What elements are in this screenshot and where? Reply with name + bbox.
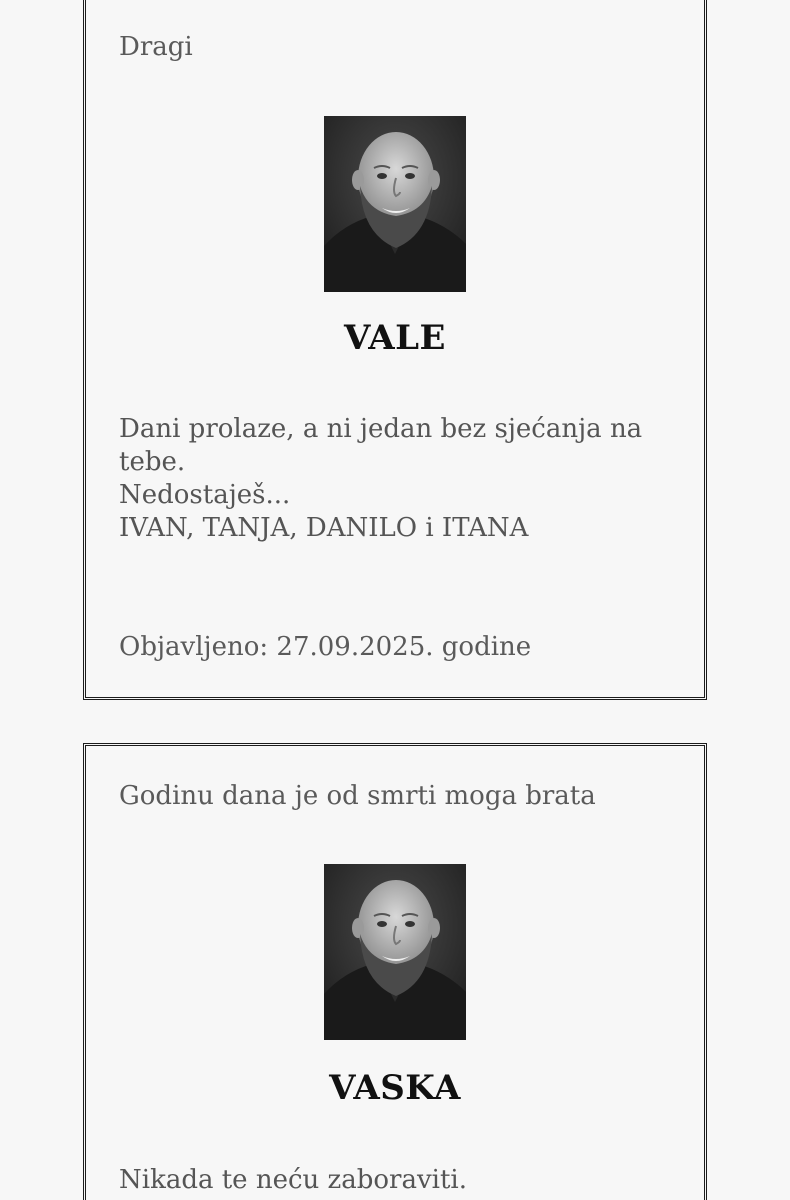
notice-intro: Godinu dana je od smrti moga brata [119, 781, 596, 811]
obituary-notice [83, 0, 707, 700]
deceased-name: VASKA [329, 1068, 461, 1108]
published-date: Objavljeno: 27.09.2025. godine [119, 632, 532, 662]
message-line: Dani prolaze, a ni jedan bez sjećanja na [119, 414, 643, 444]
notice-message [119, 1164, 659, 1197]
message-line: Nedostaješ... [119, 480, 291, 510]
deceased-photo [324, 116, 466, 292]
message-line: IVAN, TANJA, DANILO i ITANA [119, 513, 529, 543]
obituary-notice [83, 743, 707, 1200]
message-line: Nikada te neću zaboraviti. [119, 1165, 467, 1195]
notice-intro: Dragi [119, 32, 193, 62]
deceased-name: VALE [344, 318, 446, 358]
deceased-photo [324, 864, 466, 1040]
notice-message [119, 413, 659, 545]
message-line: tebe. [119, 447, 186, 477]
